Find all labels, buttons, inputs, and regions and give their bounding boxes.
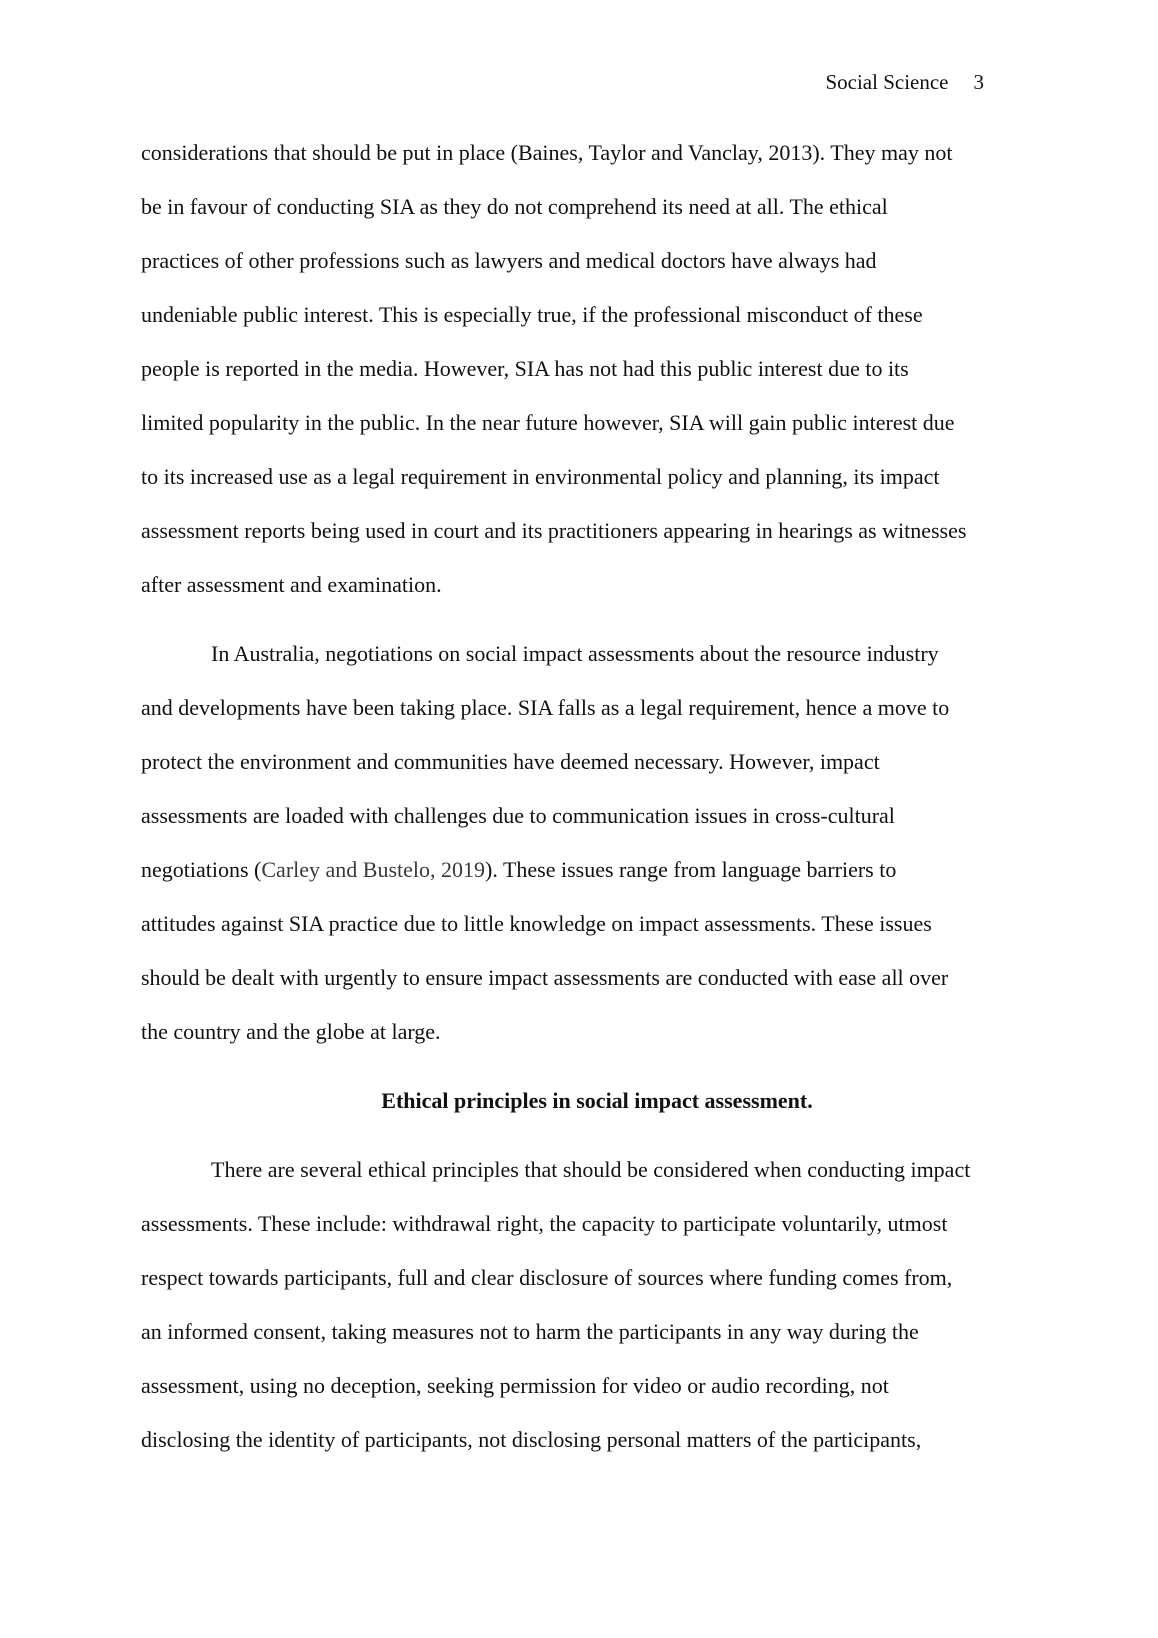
text-line: limited popularity in the public. In the near future however, SIA will gain public interest due xyxy=(141,410,955,435)
text-line: respect towards participants, full and clear disclosure of sources where funding comes from, xyxy=(141,1265,953,1290)
text-line-with-citation xyxy=(141,854,1031,908)
text-segment: negotiations ( xyxy=(141,857,262,882)
running-header xyxy=(825,68,984,96)
text-line: In Australia, negotiations on social impact assessments about the resource industry xyxy=(211,641,939,666)
running-head-title: Social Science xyxy=(825,70,949,94)
text-line: disclosing the identity of participants, not disclosing personal matters of the participants, xyxy=(141,1427,922,1452)
text-line: assessments. These include: withdrawal right, the capacity to participate voluntarily, utmost xyxy=(141,1211,948,1236)
text-line: assessment reports being used in court and its practitioners appearing in hearings as witnesses xyxy=(141,518,967,543)
citation: Carley and Bustelo, 2019 xyxy=(261,857,486,882)
text-segment: ). These issues range from language barriers to xyxy=(485,857,897,882)
text-line: and developments have been taking place. SIA falls as a legal requirement, hence a move to xyxy=(141,695,950,720)
text-line: assessments are loaded with challenges due to communication issues in cross-cultural xyxy=(141,803,895,828)
text-line: be in favour of conducting SIA as they do not comprehend its need at all. The ethical xyxy=(141,194,888,219)
text-line: protect the environment and communities have deemed necessary. However, impact xyxy=(141,749,880,774)
text-line: There are several ethical principles that should be considered when conducting impact xyxy=(211,1157,971,1182)
text-line: assessment, using no deception, seeking permission for video or audio recording, not xyxy=(141,1373,889,1398)
text-line: practices of other professions such as lawyers and medical doctors have always had xyxy=(141,248,877,273)
section-heading: Ethical principles in social impact assessment. xyxy=(381,1088,813,1113)
paragraph xyxy=(141,137,1031,623)
text-line: after assessment and examination. xyxy=(141,572,442,597)
text-line: people is reported in the media. However, SIA has not had this public interest due to its xyxy=(141,356,909,381)
paragraph xyxy=(141,638,1031,1070)
text-line: the country and the globe at large. xyxy=(141,1019,441,1044)
text-line: considerations that should be put in place (Baines, Taylor and Vanclay, 2013). They may not xyxy=(141,140,953,165)
paragraph xyxy=(141,1154,1031,1478)
text-line: should be dealt with urgently to ensure impact assessments are conducted with ease all over xyxy=(141,965,949,990)
text-line: an informed consent, taking measures not to harm the participants in any way during the xyxy=(141,1319,919,1344)
page-number: 3 xyxy=(973,70,984,94)
text-line: attitudes against SIA practice due to little knowledge on impact assessments. These issues xyxy=(141,911,932,936)
text-line: undeniable public interest. This is especially true, if the professional misconduct of these xyxy=(141,302,923,327)
text-line: to its increased use as a legal requirement in environmental policy and planning, its impact xyxy=(141,464,940,489)
body-text xyxy=(141,137,1031,1478)
